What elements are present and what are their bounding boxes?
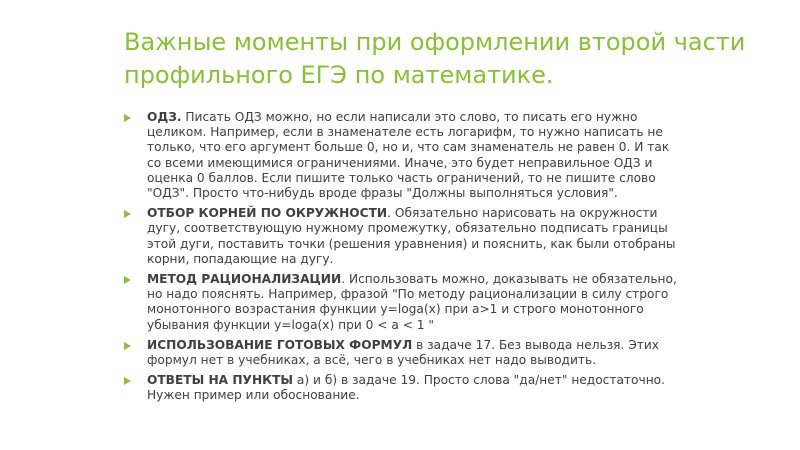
triangle-bullet-icon bbox=[124, 210, 131, 218]
bullet-heading: ОТВЕТЫ НА ПУНКТЫ bbox=[147, 373, 294, 388]
bullet-item-rationalization bbox=[124, 272, 684, 333]
triangle-bullet-icon bbox=[124, 377, 131, 385]
bullet-heading: ИСПОЛЬЗОВАНИЕ ГОТОВЫХ ФОРМУЛ bbox=[147, 337, 413, 352]
bullet-text: Писать ОДЗ можно, но если написали это слово, то писать его нужно целиком. Например, если в знаменателе есть логарифм, то нужно написать не только, что его аргумент больше 0, но и, что сам знаменатель не равен 0. И так со всеми имеющимися ограничениями. Иначе, это будет неправильное ОДЗ и оценка 0 баллов. Если пишите только часть ограничений, то не пишите слово "ОДЗ". Просто что-нибудь вроде фразы "Должны выполняться условия". bbox=[147, 110, 670, 201]
bullet-text: . Использовать можно, доказывать не обязательно, но надо пояснять. Например, фразой "По методу рационализации в силу строго монотонного возрастания функции y=loga(x) при a>1 и строго монотонного убывания функции y=loga(x) при 0 < a < 1 " bbox=[147, 272, 677, 332]
triangle-bullet-icon bbox=[124, 276, 131, 284]
bullet-item-answers bbox=[124, 373, 684, 403]
bullet-item-odz bbox=[124, 110, 684, 201]
bullet-text: . Обязательно нарисовать на окружности дугу, соответствующую нужному промежутку, обязательно подписать границы этой дуги, поставить точки (решения уравнения) и пояснить, как были отобраны корни, попадающие на дугу. bbox=[147, 206, 676, 266]
bullet-heading: МЕТОД РАЦИОНАЛИЗАЦИИ bbox=[147, 272, 342, 287]
bullet-text: а) и б) в задаче 19. Просто слова "да/нет" недостаточно. Нужен пример или обоснование. bbox=[147, 373, 665, 403]
bullet-heading: ОДЗ. bbox=[147, 110, 182, 124]
slide-title: Важные моменты при оформлении второй части профильного ЕГЭ по математике. bbox=[124, 28, 746, 89]
bullet-heading: ОТБОР КОРНЕЙ ПО ОКРУЖНОСТИ bbox=[147, 206, 388, 221]
bullet-item-formulas bbox=[124, 338, 684, 368]
bullet-list bbox=[124, 110, 684, 409]
triangle-bullet-icon bbox=[124, 114, 131, 122]
bullet-item-root-selection bbox=[124, 206, 684, 267]
triangle-bullet-icon bbox=[124, 342, 131, 350]
bullet-text: в задаче 17. Без вывода нельзя. Этих формул нет в учебниках, а всё, чего в учебниках нет надо выводить. bbox=[147, 337, 659, 368]
